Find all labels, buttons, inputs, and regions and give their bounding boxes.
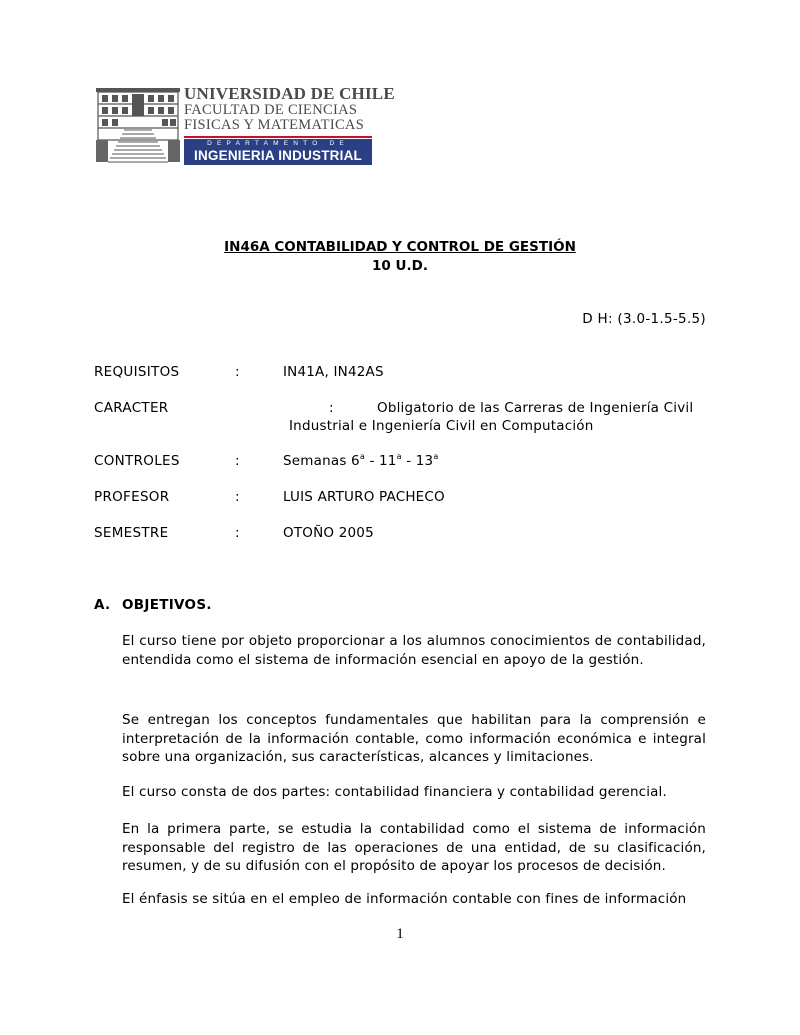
requisitos-label: REQUISITOS <box>94 364 180 380</box>
objetivos-paragraph-4: En la primera parte, se estudia la contabilidad como el sistema de información responsable del registro de las operaciones de una entidad, de su clasificación, resumen, y de su difusión con el propósito de apoyar los procesos de decisión. <box>122 821 706 874</box>
logo-university-name: UNIVERSIDAD DE CHILE <box>184 84 395 103</box>
university-logo <box>96 84 395 166</box>
controles-value: Semanas 6$^a$ - 11$^a$ - 13$^a$ <box>283 452 439 469</box>
caracter-label: CARACTER <box>94 400 169 416</box>
building-emblem-icon <box>96 86 180 166</box>
requisitos-value: IN41A, IN42AS <box>283 364 384 380</box>
logo-faculty-line1: FACULTAD DE CIENCIAS <box>184 102 358 118</box>
profesor-colon: : <box>235 489 240 505</box>
logo-department-band <box>184 139 372 165</box>
profesor-label: PROFESOR <box>94 489 170 505</box>
logo-department-name: INGENIERIA INDUSTRIAL <box>194 148 362 163</box>
semestre-colon: : <box>235 525 240 541</box>
logo-department-label: DEPARTAMENTO DE <box>207 140 349 147</box>
objetivos-paragraph-3: El curso consta de dos partes: contabilidad financiera y contabilidad gerencial. <box>122 784 667 800</box>
caracter-value-line2: Industrial e Ingeniería Civil en Computación <box>289 418 594 434</box>
requisitos-colon: : <box>235 364 240 380</box>
caracter-colon: : <box>329 400 334 416</box>
section-heading: A. OBJETIVOS. <box>94 597 212 613</box>
objetivos-paragraph-2: Se entregan los conceptos fundamentales que habilitan para la comprensión e interpretación de la información contable, como información económica e integral sobre una organización, sus características, alcances y limitaciones. <box>122 712 706 765</box>
controles-label: CONTROLES <box>94 453 180 469</box>
objetivos-paragraph-5: El énfasis se sitúa en el empleo de información contable con fines de información <box>122 891 687 907</box>
controles-colon: : <box>235 453 240 469</box>
profesor-value: LUIS ARTURO PACHECO <box>283 489 445 505</box>
semestre-value: OTOÑO 2005 <box>283 525 374 541</box>
course-units: 10 U.D. <box>372 258 428 274</box>
semestre-label: SEMESTRE <box>94 525 169 541</box>
course-hours: D H: (3.0-1.5-5.5) <box>582 311 706 327</box>
logo-faculty-line2: FISICAS Y MATEMATICAS <box>184 117 365 133</box>
logo-divider <box>184 136 372 138</box>
page-number: 1 <box>396 926 404 942</box>
objetivos-paragraph-1: El curso tiene por objeto proporcionar a los alumnos conocimientos de contabilidad, entendida como el sistema de información esencial en apoyo de la gestión. <box>122 633 706 668</box>
course-title: IN46A CONTABILIDAD Y CONTROL DE GESTIÓN <box>224 239 576 255</box>
caracter-value-line1: Obligatorio de las Carreras de Ingeniería Civil <box>377 400 694 416</box>
